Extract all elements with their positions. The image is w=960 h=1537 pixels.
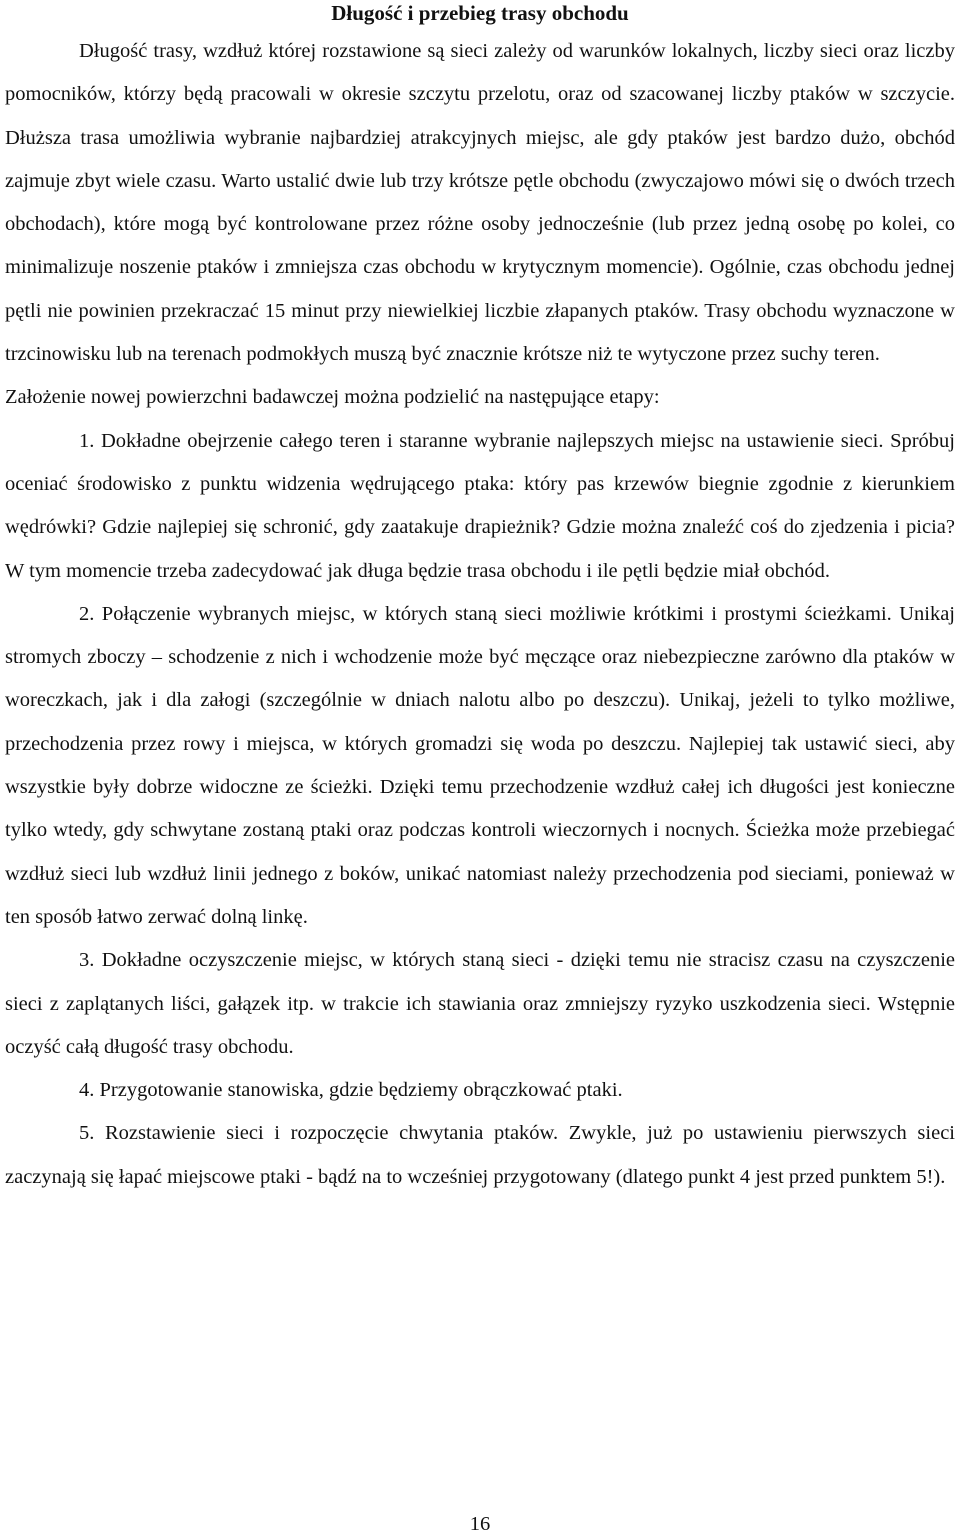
page-title: Długość i przebieg trasy obchodu <box>331 1 629 25</box>
list-item-stage-2: 2. Połączenie wybranych miejsc, w których staną sieci możliwie krótkimi i prostymi ścieżkami. Unikaj stromych zboczy – schodzenie z nich i wchodzenie może być męczące oraz niebezpieczne zarówno dla ptaków w woreczkach, jak i dla załogi (szczególnie w dniach nalotu albo po deszczu). Unikaj, jeżeli to tylko możliwe, przechodzenia przez rowy i miejsca, w których gromadzi się woda po deszczu. Najlepiej tak ustawić sieci, aby wszystkie były dobrze widoczne ze ścieżki. Dzięki temu przechodzenie wzdłuż całej ich długości jest konieczne tylko wtedy, gdy schwytane zostaną ptaki oraz podczas kontroli wieczornych i nocnych. Ścieżka może przebiegać wzdłuż sieci lub wzdłuż linii jednego z boków, unikać natomiast należy przechodzenia pod sieciami, ponieważ w ten sposób łatwo zerwać dolną linkę. <box>5 602 955 928</box>
paragraph-stages-intro: Założenie nowej powierzchni badawczej można podzielić na następujące etapy: <box>5 386 660 409</box>
list-item-stage-5: 5. Rozstawienie sieci i rozpoczęcie chwytania ptaków. Zwykle, już po ustawieniu pierwszych sieci zaczynają się łapać miejscowe ptaki - bądź na to wcześniej przygotowany (dlatego punkt 4 jest przed punktem 5!). <box>5 1122 955 1188</box>
list-item-stage-3: 3. Dokładne oczyszczenie miejsc, w których staną sieci - dzięki temu nie stracisz czasu na czyszczenie sieci z zaplątanych liści, gałązek itp. w trakcie ich stawiania oraz zmniejszy ryzyko uszkodzenia sieci. Wstępnie oczyść całą długość trasy obchodu. <box>5 949 955 1058</box>
list-item-stage-1: 1. Dokładne obejrzenie całego teren i staranne wybranie najlepszych miejsc na ustawienie sieci. Spróbuj oceniać środowisko z punktu widzenia wędrującego ptaka: który pas krzewów biegnie zgodnie z kierunkiem wędrówki? Gdzie najlepiej się schronić, gdy zaatakuje drapieżnik? Gdzie można znaleźć coś do zjedzenia i picia? W tym momencie trzeba zadecydować jak długa będzie trasa obchodu i ile pętli będzie miał obchód. <box>5 429 955 582</box>
page-number: 16 <box>469 1513 491 1535</box>
paragraph-route-length: Długość trasy, wzdłuż której rozstawione są sieci zależy od warunków lokalnych, liczby sieci oraz liczby pomocników, którzy będą pracowali w okresie szczytu przelotu, oraz od szacowanej liczby ptaków w szczycie. Dłuższa trasa umożliwia wybranie najbardziej atrakcyjnych miejsc, ale gdy ptaków jest bardzo dużo, obchód zajmuje zbyt wiele czasu. Warto ustalić dwie lub trzy krótsze pętle obchodu (zwyczajowo mówi się o dwóch trzech obchodach), które mogą być kontrolowane przez różne osoby jednocześnie (lub przez jedną osobę po kolei, co minimalizuje noszenie ptaków i zmniejsza czas obchodu w krytycznym momencie). Ogólnie, czas obchodu jednej pętli nie powinien przekraczać 15 minut przy niewielkiej liczbie złapanych ptaków. Trasy obchodu wyznaczone w trzcinowisku lub na terenach podmokłych muszą być znacznie krótsze niż te wytyczone przez suchy teren. <box>5 40 955 366</box>
list-item-stage-4: 4. Przygotowanie stanowiska, gdzie będziemy obrączkować ptaki. <box>79 1079 623 1102</box>
